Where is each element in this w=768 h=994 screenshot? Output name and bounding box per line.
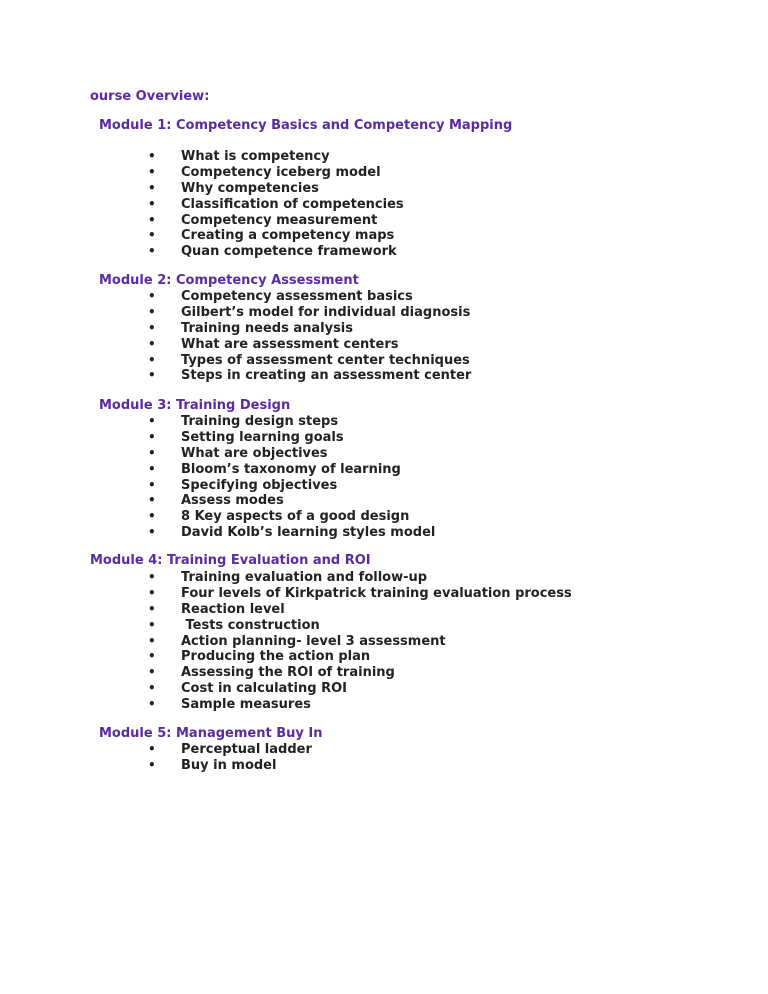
topic-text: Training evaluation and follow-up (181, 570, 428, 585)
bullet-icon: • (148, 649, 156, 664)
topic-text: Types of assessment center techniques (181, 352, 470, 368)
bullet-icon: • (148, 320, 156, 335)
list-item (0, 742, 768, 758)
list-item (0, 478, 768, 494)
module-2-title: Module 2: Competency Assessment (99, 273, 359, 288)
list-item (0, 368, 768, 384)
bullet-icon: • (148, 212, 156, 227)
bullet-icon: • (148, 757, 156, 772)
topic-text: Producing the action plan (181, 649, 371, 665)
topic-text: Action planning- level 3 assessment (181, 633, 446, 649)
module-3-title: Module 3: Training Design (99, 398, 291, 413)
topic-text: Sample measures (181, 697, 311, 713)
list-item (0, 305, 768, 321)
list-item (0, 570, 768, 586)
list-item (0, 446, 768, 462)
bullet-icon: • (148, 570, 156, 584)
list-item (0, 197, 768, 213)
topic-text: Setting learning goals (181, 429, 344, 445)
list-item (0, 337, 768, 353)
topic-text: Gilbert’s model for individual diagnosis (181, 304, 471, 320)
bullet-icon: • (148, 164, 156, 179)
module-5-topic-list (0, 742, 768, 774)
bullet-icon: • (148, 228, 156, 243)
list-item (0, 321, 768, 337)
topic-text: Bloom’s taxonomy of learning (181, 461, 401, 477)
topic-text: What are objectives (181, 445, 328, 461)
topic-text: Reaction level (181, 601, 285, 617)
topic-text: Cost in calculating ROI (181, 681, 347, 697)
topic-text: Classification of competencies (181, 196, 404, 212)
module-5-title: Module 5: Management Buy In (99, 726, 323, 741)
bullet-icon: • (148, 681, 156, 696)
topic-text: Competency measurement (181, 212, 378, 228)
list-item (0, 586, 768, 602)
bullet-icon: • (148, 414, 156, 428)
list-item (0, 289, 768, 305)
list-item (0, 228, 768, 244)
list-item (0, 493, 768, 509)
bullet-icon: • (148, 493, 156, 508)
module-1-title: Module 1: Competency Basics and Competency Mapping (99, 118, 513, 133)
module-4-title: Module 4: Training Evaluation and ROI (90, 553, 371, 568)
list-item (0, 414, 768, 430)
bullet-icon: • (148, 244, 156, 259)
course-overview-heading: ourse Overview: (90, 89, 210, 104)
topic-text: Competency iceberg model (181, 164, 381, 180)
list-item (0, 149, 768, 165)
bullet-icon: • (148, 633, 156, 648)
topic-text: Quan competence framework (181, 244, 397, 260)
topic-text: Perceptual ladder (181, 742, 312, 757)
list-item (0, 525, 768, 541)
topic-text: Training design steps (181, 414, 339, 429)
list-item (0, 634, 768, 650)
list-item (0, 602, 768, 618)
bullet-icon: • (148, 289, 156, 303)
list-item (0, 244, 768, 260)
module-2-topic-list (0, 289, 768, 384)
topic-text: Why competencies (181, 180, 319, 196)
bullet-icon: • (148, 509, 156, 524)
list-item (0, 618, 768, 634)
topic-text: David Kolb’s learning styles model (181, 525, 436, 541)
topic-text: Creating a competency maps (181, 228, 395, 244)
bullet-icon: • (148, 477, 156, 492)
bullet-icon: • (148, 304, 156, 319)
topic-text: 8 Key aspects of a good design (181, 509, 410, 525)
bullet-icon: • (148, 149, 156, 163)
bullet-icon: • (148, 601, 156, 616)
topic-text: Buy in model (181, 757, 277, 773)
module-4-topic-list (0, 570, 768, 713)
list-item (0, 681, 768, 697)
topic-text: Assessing the ROI of training (181, 665, 395, 681)
topic-text: Assess modes (181, 493, 284, 509)
list-item (0, 509, 768, 525)
topic-text: Training needs analysis (181, 320, 353, 336)
topic-text: Specifying objectives (181, 477, 338, 493)
list-item (0, 181, 768, 197)
list-item (0, 758, 768, 774)
list-item (0, 697, 768, 713)
module-1-topic-list (0, 149, 768, 260)
list-item (0, 353, 768, 369)
bullet-icon: • (148, 368, 156, 383)
bullet-icon: • (148, 742, 156, 756)
list-item (0, 213, 768, 229)
bullet-icon: • (148, 336, 156, 351)
list-item (0, 665, 768, 681)
bullet-icon: • (148, 461, 156, 476)
topic-text: Steps in creating an assessment center (181, 368, 472, 384)
topic-text: Competency assessment basics (181, 289, 413, 304)
bullet-icon: • (148, 429, 156, 444)
bullet-icon: • (148, 525, 156, 540)
topic-text: What are assessment centers (181, 336, 399, 352)
bullet-icon: • (148, 445, 156, 460)
bullet-icon: • (148, 180, 156, 195)
module-3-topic-list (0, 414, 768, 541)
bullet-icon: • (148, 697, 156, 712)
list-item (0, 649, 768, 665)
list-item (0, 430, 768, 446)
topic-text: Four levels of Kirkpatrick training evaluation process (181, 585, 572, 601)
list-item (0, 462, 768, 478)
list-item (0, 165, 768, 181)
bullet-icon: • (148, 585, 156, 600)
topic-text: What is competency (181, 149, 330, 164)
bullet-icon: • (148, 617, 156, 632)
bullet-icon: • (148, 196, 156, 211)
bullet-icon: • (148, 352, 156, 367)
bullet-icon: • (148, 665, 156, 680)
topic-text: Tests construction (181, 617, 320, 633)
